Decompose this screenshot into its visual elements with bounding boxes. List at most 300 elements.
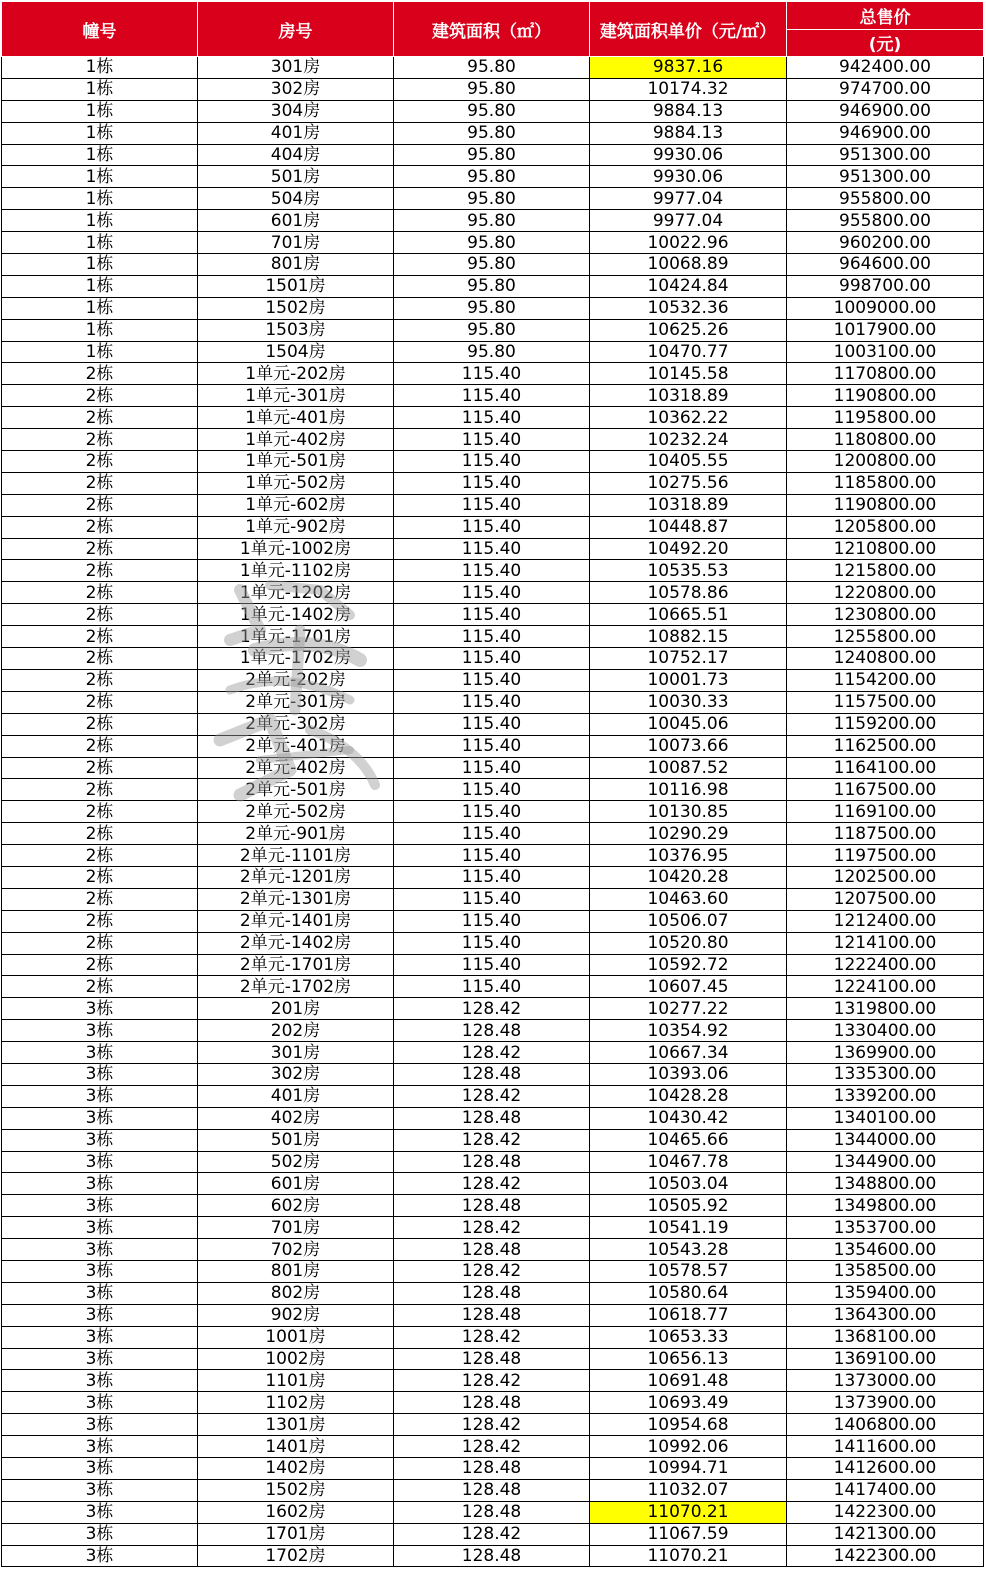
unit-price-cell: 11032.07	[590, 1479, 787, 1501]
table-row	[2, 538, 984, 560]
total-price-cell: 1330400.00	[787, 1020, 984, 1042]
area-cell: 95.80	[394, 232, 590, 254]
table-row	[2, 1479, 984, 1501]
unit-price-cell: 10424.84	[590, 275, 787, 297]
area-cell: 115.40	[394, 648, 590, 670]
room-cell: 1503房	[198, 319, 394, 341]
table-row	[2, 122, 984, 144]
room-cell: 602房	[198, 1195, 394, 1217]
table-row	[2, 582, 984, 604]
room-cell: 501房	[198, 166, 394, 188]
table-row	[2, 319, 984, 341]
unit-price-cell: 10354.92	[590, 1020, 787, 1042]
unit-price-cell: 10693.49	[590, 1392, 787, 1414]
table-row	[2, 1282, 984, 1304]
total-price-cell: 1190800.00	[787, 494, 984, 516]
building-cell: 3栋	[2, 1414, 198, 1436]
unit-price-cell: 10030.33	[590, 691, 787, 713]
unit-price-cell: 10618.77	[590, 1304, 787, 1326]
table-row	[2, 516, 984, 538]
building-cell: 3栋	[2, 1173, 198, 1195]
table-row	[2, 297, 984, 319]
area-cell: 115.40	[394, 472, 590, 494]
total-price-cell: 1017900.00	[787, 319, 984, 341]
total-price-cell: 1159200.00	[787, 713, 984, 735]
area-cell: 115.40	[394, 910, 590, 932]
room-cell: 2单元-202房	[198, 669, 394, 691]
total-price-cell: 960200.00	[787, 232, 984, 254]
room-cell: 304房	[198, 100, 394, 122]
total-price-cell: 974700.00	[787, 78, 984, 100]
table-row	[2, 604, 984, 626]
building-cell: 3栋	[2, 1436, 198, 1458]
room-cell: 1单元-1002房	[198, 538, 394, 560]
table-row	[2, 757, 984, 779]
building-cell: 3栋	[2, 1501, 198, 1523]
area-cell: 115.40	[394, 429, 590, 451]
total-price-cell: 1202500.00	[787, 866, 984, 888]
building-cell: 3栋	[2, 1523, 198, 1545]
total-price-cell: 1344900.00	[787, 1151, 984, 1173]
room-cell: 1单元-202房	[198, 363, 394, 385]
unit-price-cell: 10520.80	[590, 932, 787, 954]
room-cell: 1单元-1202房	[198, 582, 394, 604]
unit-price-cell: 10174.32	[590, 78, 787, 100]
area-cell: 115.40	[394, 757, 590, 779]
area-cell: 115.40	[394, 691, 590, 713]
unit-price-cell: 10405.55	[590, 451, 787, 473]
table-row	[2, 801, 984, 823]
total-price-cell: 1222400.00	[787, 954, 984, 976]
unit-price-cell: 10130.85	[590, 801, 787, 823]
unit-price-cell: 10376.95	[590, 845, 787, 867]
table-row	[2, 1107, 984, 1129]
room-cell: 801房	[198, 254, 394, 276]
unit-price-cell: 10505.92	[590, 1195, 787, 1217]
table-row	[2, 1129, 984, 1151]
total-price-cell: 955800.00	[787, 188, 984, 210]
unit-price-cell: 10667.34	[590, 1042, 787, 1064]
room-cell: 2单元-501房	[198, 779, 394, 801]
building-cell: 2栋	[2, 363, 198, 385]
total-price-cell: 1417400.00	[787, 1479, 984, 1501]
table-row	[2, 429, 984, 451]
building-cell: 3栋	[2, 1458, 198, 1480]
unit-price-cell: 10428.28	[590, 1085, 787, 1107]
area-cell: 128.42	[394, 1173, 590, 1195]
room-cell: 302房	[198, 78, 394, 100]
header-area: 建筑面积（㎡）	[394, 2, 590, 57]
total-price-cell: 1339200.00	[787, 1085, 984, 1107]
total-price-cell: 1210800.00	[787, 538, 984, 560]
room-cell: 1001房	[198, 1326, 394, 1348]
unit-price-cell: 10073.66	[590, 735, 787, 757]
total-price-cell: 1003100.00	[787, 341, 984, 363]
building-cell: 1栋	[2, 319, 198, 341]
table-row	[2, 385, 984, 407]
unit-price-cell: 11067.59	[590, 1523, 787, 1545]
building-cell: 2栋	[2, 976, 198, 998]
total-price-cell: 1162500.00	[787, 735, 984, 757]
unit-price-cell: 10541.19	[590, 1217, 787, 1239]
area-cell: 128.42	[394, 1217, 590, 1239]
table-row	[2, 144, 984, 166]
building-cell: 3栋	[2, 1282, 198, 1304]
area-cell: 115.40	[394, 823, 590, 845]
header-unit-price: 建筑面积单价（元/㎡）	[590, 2, 787, 57]
total-price-cell: 1200800.00	[787, 451, 984, 473]
building-cell: 2栋	[2, 626, 198, 648]
room-cell: 802房	[198, 1282, 394, 1304]
area-cell: 128.48	[394, 1195, 590, 1217]
room-cell: 1402房	[198, 1458, 394, 1480]
room-cell: 1504房	[198, 341, 394, 363]
room-cell: 2单元-901房	[198, 823, 394, 845]
unit-price-cell: 10467.78	[590, 1151, 787, 1173]
unit-price-cell: 10503.04	[590, 1173, 787, 1195]
table-row	[2, 1545, 984, 1567]
table-row	[2, 691, 984, 713]
unit-price-cell: 10592.72	[590, 954, 787, 976]
table-row	[2, 626, 984, 648]
room-cell: 2单元-301房	[198, 691, 394, 713]
area-cell: 95.80	[394, 254, 590, 276]
area-cell: 128.42	[394, 1042, 590, 1064]
room-cell: 1单元-1402房	[198, 604, 394, 626]
building-cell: 3栋	[2, 1392, 198, 1414]
table-row	[2, 932, 984, 954]
room-cell: 404房	[198, 144, 394, 166]
room-cell: 1单元-301房	[198, 385, 394, 407]
table-row	[2, 210, 984, 232]
total-price-cell: 1373900.00	[787, 1392, 984, 1414]
table-row	[2, 1195, 984, 1217]
total-price-cell: 1195800.00	[787, 407, 984, 429]
total-price-cell: 1364300.00	[787, 1304, 984, 1326]
total-price-cell: 1185800.00	[787, 472, 984, 494]
table-row	[2, 669, 984, 691]
building-cell: 3栋	[2, 1304, 198, 1326]
total-price-cell: 955800.00	[787, 210, 984, 232]
building-cell: 3栋	[2, 1348, 198, 1370]
total-price-cell: 1180800.00	[787, 429, 984, 451]
unit-price-cell: 10954.68	[590, 1414, 787, 1436]
room-cell: 502房	[198, 1151, 394, 1173]
room-cell: 301房	[198, 1042, 394, 1064]
building-cell: 3栋	[2, 1326, 198, 1348]
area-cell: 128.48	[394, 1392, 590, 1414]
area-cell: 115.40	[394, 626, 590, 648]
area-cell: 128.48	[394, 1020, 590, 1042]
table-row	[2, 735, 984, 757]
unit-price-cell: 10882.15	[590, 626, 787, 648]
unit-price-cell: 10578.57	[590, 1260, 787, 1282]
unit-price-cell: 10068.89	[590, 254, 787, 276]
total-price-cell: 1167500.00	[787, 779, 984, 801]
total-price-cell: 1187500.00	[787, 823, 984, 845]
total-price-cell: 1349800.00	[787, 1195, 984, 1217]
unit-price-cell: 10535.53	[590, 560, 787, 582]
building-cell: 3栋	[2, 1479, 198, 1501]
building-cell: 2栋	[2, 604, 198, 626]
table-row	[2, 254, 984, 276]
header-building: 幢号	[2, 2, 198, 57]
building-cell: 3栋	[2, 1370, 198, 1392]
building-cell: 1栋	[2, 275, 198, 297]
total-price-cell: 1205800.00	[787, 516, 984, 538]
total-price-cell: 1340100.00	[787, 1107, 984, 1129]
room-cell: 1单元-902房	[198, 516, 394, 538]
total-price-cell: 942400.00	[787, 57, 984, 79]
table-row	[2, 1151, 984, 1173]
table-row	[2, 910, 984, 932]
room-cell: 601房	[198, 210, 394, 232]
table-row	[2, 648, 984, 670]
unit-price-cell: 10992.06	[590, 1436, 787, 1458]
room-cell: 301房	[198, 57, 394, 79]
table-row	[2, 363, 984, 385]
area-cell: 128.48	[394, 1304, 590, 1326]
area-cell: 115.40	[394, 845, 590, 867]
table-row	[2, 1326, 984, 1348]
room-cell: 1502房	[198, 1479, 394, 1501]
area-cell: 115.40	[394, 779, 590, 801]
building-cell: 1栋	[2, 100, 198, 122]
room-cell: 2单元-1701房	[198, 954, 394, 976]
area-cell: 115.40	[394, 516, 590, 538]
table-row	[2, 100, 984, 122]
unit-price-cell: 10290.29	[590, 823, 787, 845]
room-cell: 1401房	[198, 1436, 394, 1458]
area-cell: 95.80	[394, 319, 590, 341]
building-cell: 2栋	[2, 713, 198, 735]
building-cell: 2栋	[2, 866, 198, 888]
building-cell: 1栋	[2, 122, 198, 144]
room-cell: 701房	[198, 1217, 394, 1239]
area-cell: 95.80	[394, 341, 590, 363]
table-row	[2, 232, 984, 254]
area-cell: 115.40	[394, 451, 590, 473]
total-price-cell: 1422300.00	[787, 1501, 984, 1523]
unit-price-cell: 10465.66	[590, 1129, 787, 1151]
room-cell: 1602房	[198, 1501, 394, 1523]
room-cell: 1单元-1701房	[198, 626, 394, 648]
unit-price-cell: 10087.52	[590, 757, 787, 779]
total-price-cell: 1164100.00	[787, 757, 984, 779]
area-cell: 115.40	[394, 932, 590, 954]
building-cell: 2栋	[2, 691, 198, 713]
price-table	[1, 1, 984, 1567]
area-cell: 128.48	[394, 1282, 590, 1304]
building-cell: 1栋	[2, 210, 198, 232]
area-cell: 115.40	[394, 494, 590, 516]
building-cell: 3栋	[2, 998, 198, 1020]
area-cell: 95.80	[394, 275, 590, 297]
room-cell: 2单元-1201房	[198, 866, 394, 888]
area-cell: 115.40	[394, 604, 590, 626]
building-cell: 2栋	[2, 932, 198, 954]
room-cell: 504房	[198, 188, 394, 210]
unit-price-cell: 10393.06	[590, 1063, 787, 1085]
total-price-cell: 1354600.00	[787, 1239, 984, 1261]
area-cell: 128.48	[394, 1151, 590, 1173]
total-price-cell: 1212400.00	[787, 910, 984, 932]
room-cell: 402房	[198, 1107, 394, 1129]
unit-price-cell: 10665.51	[590, 604, 787, 626]
room-cell: 2单元-402房	[198, 757, 394, 779]
area-cell: 95.80	[394, 188, 590, 210]
room-cell: 201房	[198, 998, 394, 1020]
unit-price-cell: 9884.13	[590, 122, 787, 144]
unit-price-cell: 10420.28	[590, 866, 787, 888]
room-cell: 401房	[198, 1085, 394, 1107]
building-cell: 2栋	[2, 648, 198, 670]
unit-price-cell: 10532.36	[590, 297, 787, 319]
unit-price-cell: 10430.42	[590, 1107, 787, 1129]
building-cell: 2栋	[2, 385, 198, 407]
total-price-cell: 1220800.00	[787, 582, 984, 604]
building-cell: 2栋	[2, 538, 198, 560]
area-cell: 95.80	[394, 122, 590, 144]
area-cell: 115.40	[394, 582, 590, 604]
area-cell: 128.48	[394, 1107, 590, 1129]
header-room: 房号	[198, 2, 394, 57]
unit-price-cell: 10463.60	[590, 888, 787, 910]
unit-price-cell: 10232.24	[590, 429, 787, 451]
unit-price-cell: 10691.48	[590, 1370, 787, 1392]
building-cell: 1栋	[2, 166, 198, 188]
area-cell: 128.48	[394, 1545, 590, 1567]
unit-price-cell: 10448.87	[590, 516, 787, 538]
unit-price-cell: 10506.07	[590, 910, 787, 932]
unit-price-cell: 9977.04	[590, 210, 787, 232]
unit-price-cell: 10045.06	[590, 713, 787, 735]
table-row	[2, 1304, 984, 1326]
building-cell: 1栋	[2, 341, 198, 363]
unit-price-cell: 10001.73	[590, 669, 787, 691]
room-cell: 902房	[198, 1304, 394, 1326]
room-cell: 202房	[198, 1020, 394, 1042]
room-cell: 401房	[198, 122, 394, 144]
table-row	[2, 1348, 984, 1370]
table-row	[2, 275, 984, 297]
building-cell: 3栋	[2, 1217, 198, 1239]
unit-price-cell: 10607.45	[590, 976, 787, 998]
total-price-cell: 951300.00	[787, 144, 984, 166]
table-row	[2, 998, 984, 1020]
building-cell: 1栋	[2, 232, 198, 254]
table-row	[2, 954, 984, 976]
total-price-cell: 1359400.00	[787, 1282, 984, 1304]
unit-price-cell: 10653.33	[590, 1326, 787, 1348]
table-row	[2, 779, 984, 801]
building-cell: 3栋	[2, 1151, 198, 1173]
table-header	[2, 2, 984, 57]
table-row	[2, 1085, 984, 1107]
table-row	[2, 341, 984, 363]
building-cell: 3栋	[2, 1260, 198, 1282]
table-row	[2, 976, 984, 998]
building-cell: 2栋	[2, 582, 198, 604]
building-cell: 3栋	[2, 1085, 198, 1107]
room-cell: 1502房	[198, 297, 394, 319]
area-cell: 128.48	[394, 1479, 590, 1501]
table-row	[2, 1063, 984, 1085]
room-cell: 1501房	[198, 275, 394, 297]
table-row	[2, 1370, 984, 1392]
total-price-cell: 1422300.00	[787, 1545, 984, 1567]
table-row	[2, 494, 984, 516]
unit-price-cell: 10994.71	[590, 1458, 787, 1480]
area-cell: 128.42	[394, 1129, 590, 1151]
unit-price-cell: 9837.16	[590, 57, 787, 79]
table-row	[2, 166, 984, 188]
building-cell: 3栋	[2, 1239, 198, 1261]
table-row	[2, 1436, 984, 1458]
total-price-cell: 964600.00	[787, 254, 984, 276]
room-cell: 1单元-402房	[198, 429, 394, 451]
table-row	[2, 1392, 984, 1414]
table-row	[2, 1414, 984, 1436]
building-cell: 2栋	[2, 516, 198, 538]
room-cell: 1102房	[198, 1392, 394, 1414]
area-cell: 115.40	[394, 735, 590, 757]
room-cell: 1单元-401房	[198, 407, 394, 429]
total-price-cell: 1369900.00	[787, 1042, 984, 1064]
table-row	[2, 472, 984, 494]
total-price-cell: 1319800.00	[787, 998, 984, 1020]
unit-price-cell: 10318.89	[590, 494, 787, 516]
table-row	[2, 1042, 984, 1064]
building-cell: 2栋	[2, 669, 198, 691]
unit-price-cell: 10470.77	[590, 341, 787, 363]
area-cell: 128.48	[394, 1348, 590, 1370]
total-price-cell: 1169100.00	[787, 801, 984, 823]
table-row	[2, 1260, 984, 1282]
total-price-cell: 1358500.00	[787, 1260, 984, 1282]
unit-price-cell: 9884.13	[590, 100, 787, 122]
header-total-price: 总售价	[787, 2, 984, 30]
table-row	[2, 560, 984, 582]
unit-price-cell: 9930.06	[590, 144, 787, 166]
unit-price-cell: 11070.21	[590, 1501, 787, 1523]
table-row	[2, 407, 984, 429]
room-cell: 1101房	[198, 1370, 394, 1392]
table-row	[2, 78, 984, 100]
building-cell: 3栋	[2, 1195, 198, 1217]
room-cell: 1301房	[198, 1414, 394, 1436]
room-cell: 302房	[198, 1063, 394, 1085]
area-cell: 95.80	[394, 100, 590, 122]
unit-price-cell: 9930.06	[590, 166, 787, 188]
area-cell: 95.80	[394, 210, 590, 232]
area-cell: 128.48	[394, 1501, 590, 1523]
area-cell: 128.42	[394, 1414, 590, 1436]
total-price-cell: 1240800.00	[787, 648, 984, 670]
total-price-cell: 1421300.00	[787, 1523, 984, 1545]
building-cell: 2栋	[2, 735, 198, 757]
area-cell: 95.80	[394, 57, 590, 79]
building-cell: 3栋	[2, 1020, 198, 1042]
table-row	[2, 1020, 984, 1042]
total-price-cell: 1348800.00	[787, 1173, 984, 1195]
total-price-cell: 946900.00	[787, 122, 984, 144]
building-cell: 3栋	[2, 1042, 198, 1064]
total-price-cell: 1154200.00	[787, 669, 984, 691]
total-price-cell: 1368100.00	[787, 1326, 984, 1348]
building-cell: 2栋	[2, 823, 198, 845]
area-cell: 128.42	[394, 1523, 590, 1545]
